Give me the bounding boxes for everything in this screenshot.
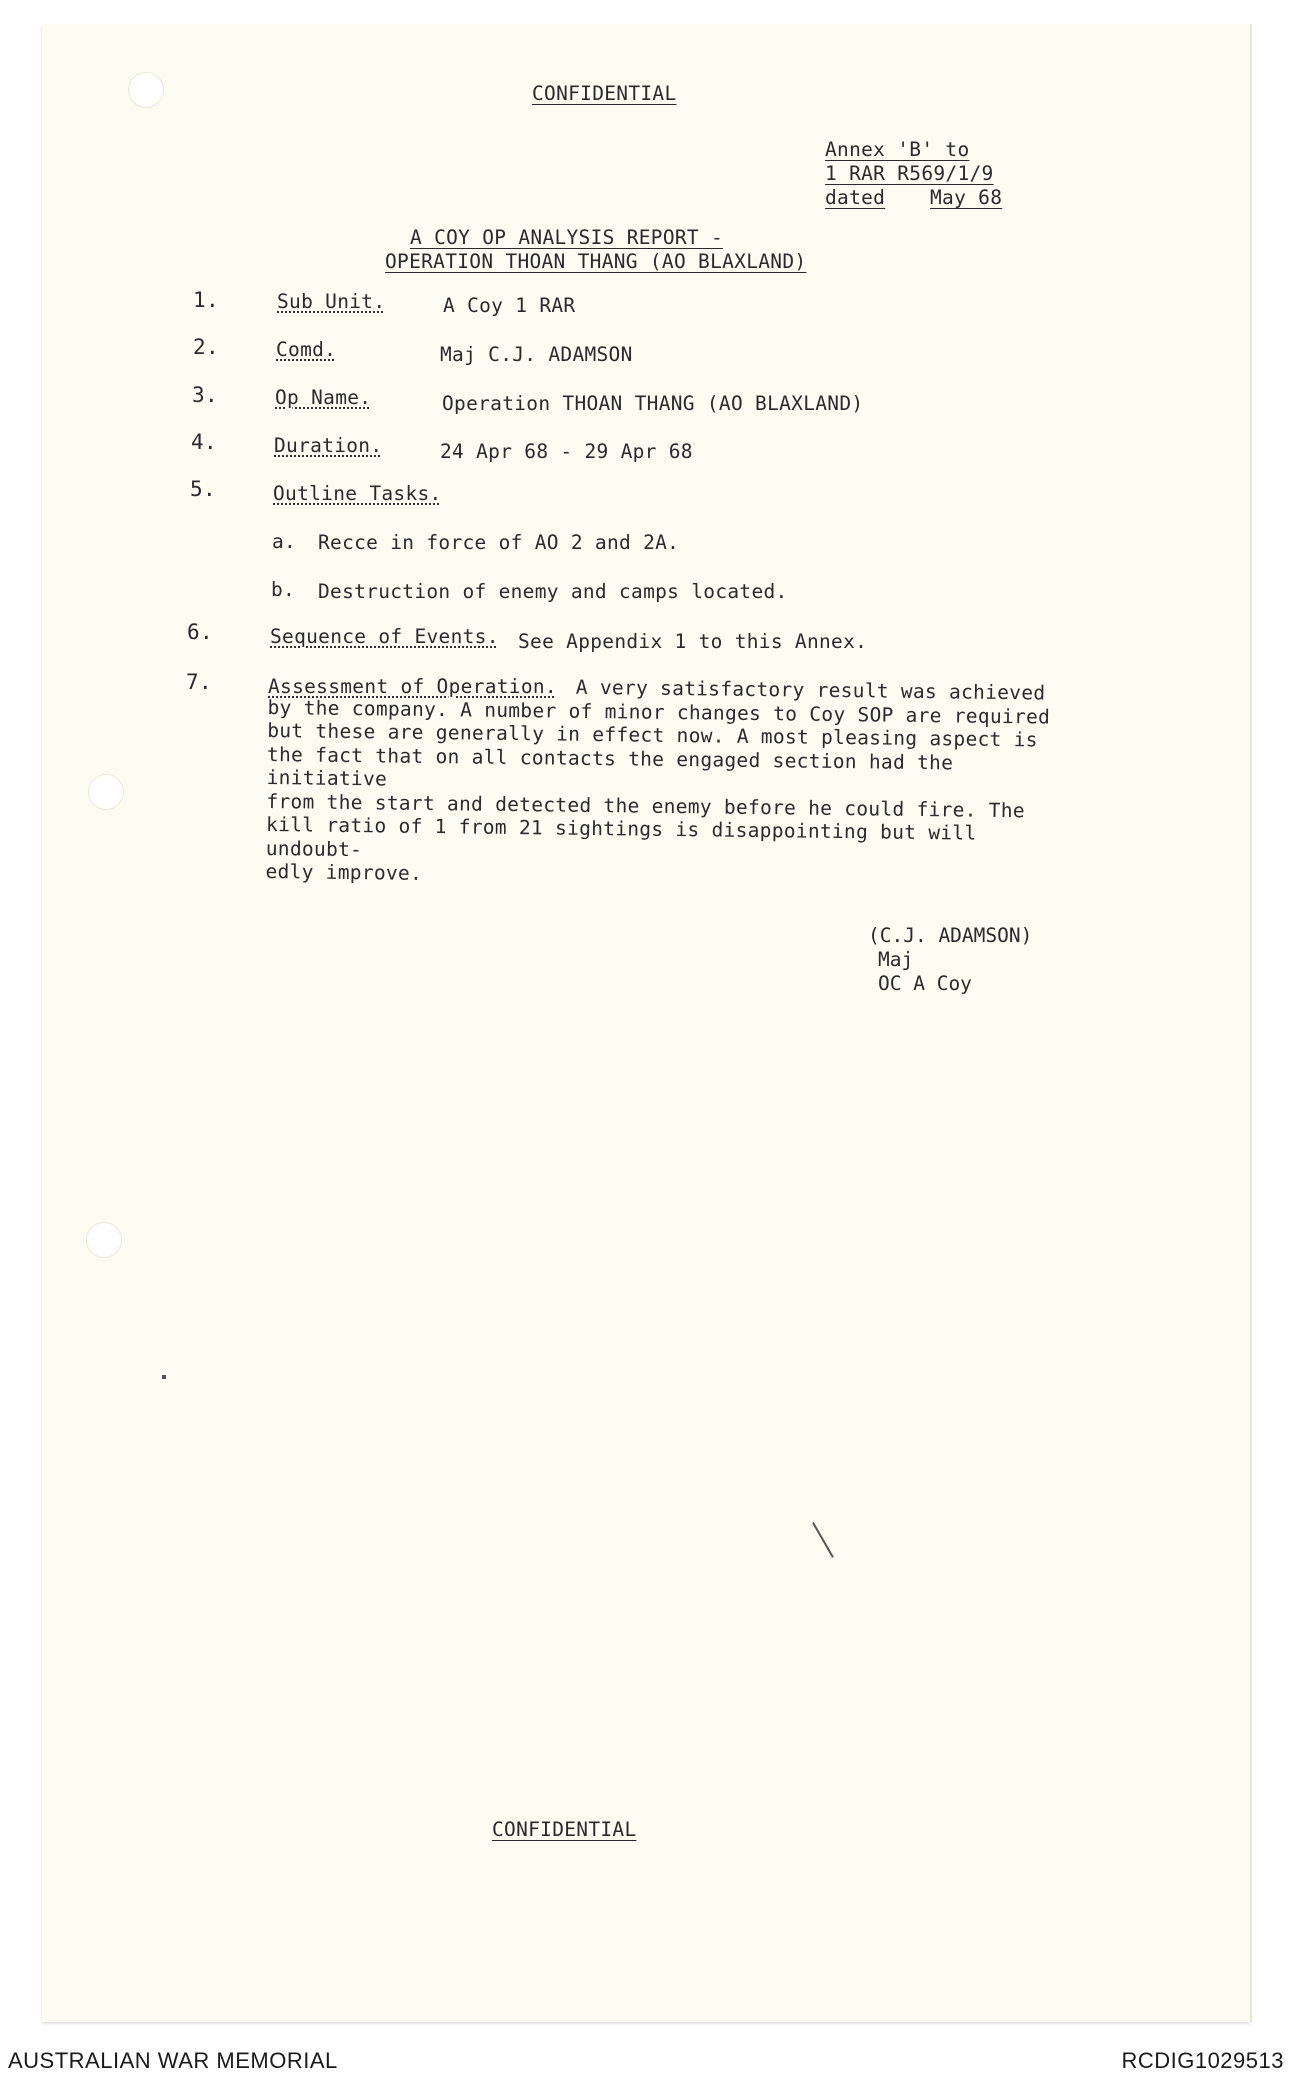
item-number: 2. [193, 335, 219, 359]
item-number: 4. [191, 430, 217, 454]
item-value: Operation THOAN THANG (AO BLAXLAND) [442, 392, 864, 415]
annex-ref-line2: 1 RAR R569/1/9 [825, 162, 994, 185]
task-text: Destruction of enemy and camps located. [318, 580, 788, 603]
item-value: 24 Apr 68 - 29 Apr 68 [440, 440, 693, 463]
item-label: Assessment of Operation. [268, 675, 557, 698]
item-label: Duration. [274, 434, 383, 457]
archive-id: RCDIG1029513 [1121, 2048, 1284, 2073]
report-subtitle: OPERATION THOAN THANG (AO BLAXLAND) [385, 250, 807, 273]
annex-ref-line1: Annex 'B' to [825, 138, 970, 161]
signature-name: (C.J. ADAMSON) [868, 924, 1033, 947]
item-number: 3. [192, 383, 218, 407]
item-number: 6. [187, 620, 213, 644]
classification-bottom: CONFIDENTIAL [492, 1818, 637, 1841]
archive-credit: AUSTRALIAN WAR MEMORIAL [8, 2048, 338, 2073]
task-letter: a. [272, 530, 297, 553]
punch-hole [86, 1222, 122, 1258]
signature-appointment: OC A Coy [878, 972, 972, 995]
signature-rank: Maj [878, 948, 914, 971]
item-label: Sub Unit. [277, 290, 386, 313]
item-number: 5. [190, 477, 216, 501]
item-value: Maj C.J. ADAMSON [440, 343, 633, 366]
item-number: 7. [186, 670, 212, 694]
annex-ref-line3-value: May 68 [930, 186, 1003, 209]
item-label: Outline Tasks. [273, 482, 442, 505]
task-letter: b. [271, 578, 296, 601]
report-title: A COY OP ANALYSIS REPORT - [410, 226, 724, 249]
document-page [42, 24, 1250, 2022]
signature-block [868, 924, 1032, 996]
stray-mark [162, 1375, 166, 1379]
punch-hole [128, 72, 164, 108]
task-text: Recce in force of AO 2 and 2A. [318, 531, 680, 554]
punch-hole [88, 774, 124, 810]
item-label: Op Name. [275, 386, 372, 409]
annex-ref-line3-label: dated [825, 186, 886, 209]
item-value: See Appendix 1 to this Annex. [518, 630, 868, 653]
item-number: 1. [193, 288, 219, 312]
assessment-paragraph: A very satisfactory result was achieved by the company. A number of minor changes to Coy SOP are required but these are generally in effect now. A most pleasing aspect is the fact that on all contacts the engaged section had the initiative from the start and detected the enemy before he could fire. The kill ratio of 1 from 21 sightings is disappointing but will undoubt- edly improve. [265, 675, 1051, 885]
item-label: Sequence of Events. [270, 625, 499, 648]
item-label: Comd. [276, 338, 337, 361]
item-value: A Coy 1 RAR [443, 294, 576, 317]
classification-top: CONFIDENTIAL [532, 82, 677, 105]
